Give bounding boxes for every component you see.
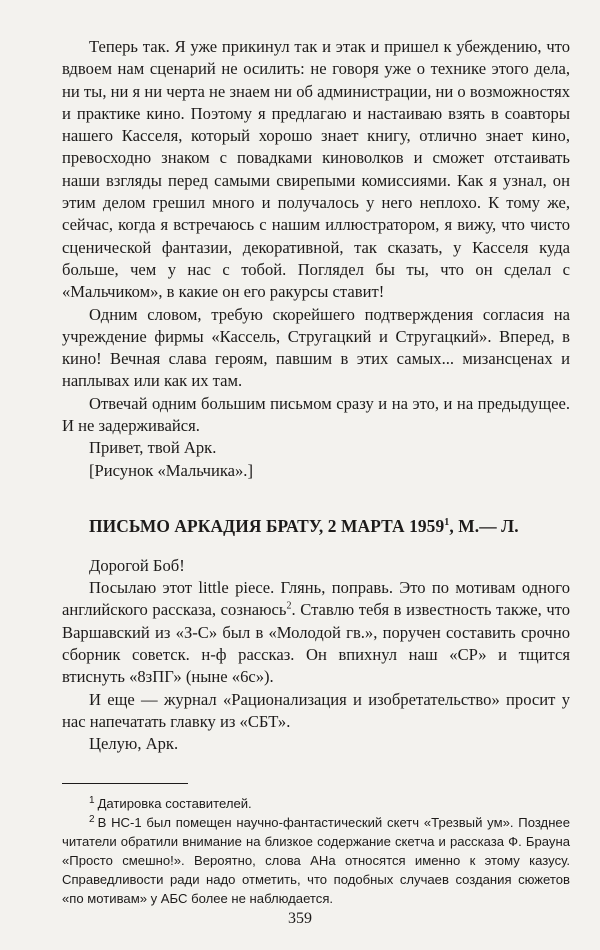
heading-text: ПИСЬМО АРКАДИЯ БРАТУ, 2 МАРТА 1959 bbox=[89, 515, 445, 536]
closing: Целую, Арк. bbox=[89, 734, 179, 754]
footnote-ref: 1 bbox=[444, 516, 450, 528]
footnote-text: В НС-1 был помещен научно-фантастический скетч «Трезвый ум». Позднее читатели обратили внимание на близкое содержание скетча и рассказа Ф. Брауна «Просто смешно!». Вероятно, слова АНа относятся именно к этому казусу. Справедливости ради надо отметить, что подобных случаев создания сюжетов «по мотивам» у АБС более не наблюдается. bbox=[62, 815, 570, 907]
heading-tail: , М.— Л. bbox=[449, 515, 519, 536]
footnote-number: 2 bbox=[89, 814, 95, 826]
footnote-number: 1 bbox=[89, 795, 95, 807]
closing: Привет, твой Арк. bbox=[89, 438, 217, 458]
paragraph: Одним словом, требую скорейшего подтверждения согласия на учреждение фирмы «Кассель, Стругацкий и Стругацкий». Вперед, в кино! Вечная слава героям, павшим в этих самых... мизансценах и наплывах или как их там. bbox=[62, 304, 570, 391]
page-number: 359 bbox=[288, 910, 312, 927]
paragraph-text: Посылаю этот little piece. Глянь, поправь. Это по мотивам одного английского рассказа, сознаюсь bbox=[62, 578, 570, 620]
footnote-ref: 2 bbox=[286, 600, 292, 612]
editorial-note: [Рисунок «Мальчика».] bbox=[89, 460, 253, 480]
footnote bbox=[62, 794, 570, 813]
letter-heading bbox=[89, 512, 570, 537]
footnotes bbox=[62, 794, 570, 908]
footnote-divider bbox=[62, 783, 188, 784]
paragraph: Отвечай одним большим письмом сразу и на это, и на предыдущее. И не задерживайся. bbox=[62, 393, 570, 436]
paragraph-text: . Ставлю тебя в известность также, что Варшавский из «З-С» был в «Молодой гв.», поручен составить срочно сборник советск. н-ф рассказ. Он впихнул наш «СР» и тщится втиснуть «8зПГ» (ныне «6с»). bbox=[62, 600, 570, 687]
letter-1 bbox=[62, 36, 570, 482]
footnote-text: Датировка составителей. bbox=[97, 796, 252, 812]
paragraph bbox=[62, 577, 570, 688]
greeting: Дорогой Боб! bbox=[89, 555, 185, 575]
letter-2 bbox=[62, 555, 570, 756]
paragraph: И еще — журнал «Рационализация и изобретательство» просит у нас напечатать главку из «СБТ». bbox=[62, 689, 570, 731]
paragraph: Теперь так. Я уже прикинул так и этак и пришел к убеждению, что вдвоем нам сценарий не осилить: не говоря уже о технике этого дела, ни ты, ни я ни черта не знаем ни об администрации, ни о возможностях и практике кино. Поэтому я предлагаю и настаиваю взять в соавторы нашего Касселя, который хорошо знает книгу, отлично знает кино, превосходно знаком с повадками киноволков и сможет отстаивать наши взгляды перед самыми свирепыми комиссиями. Как я узнал, он этим делом грешил много и получалось у него неплохо. К тому же, сейчас, когда я встречаюсь с нашим иллюстратором, я вижу, что чисто сценической фантазии, декоративной, так сказать, у Касселя куда больше, чем у нас с тобой. Поглядел бы ты, что он сделал с «Мальчиком», в какие он его ракурсы ставит! bbox=[62, 37, 570, 302]
footnote bbox=[62, 813, 570, 908]
page-content bbox=[62, 36, 570, 908]
